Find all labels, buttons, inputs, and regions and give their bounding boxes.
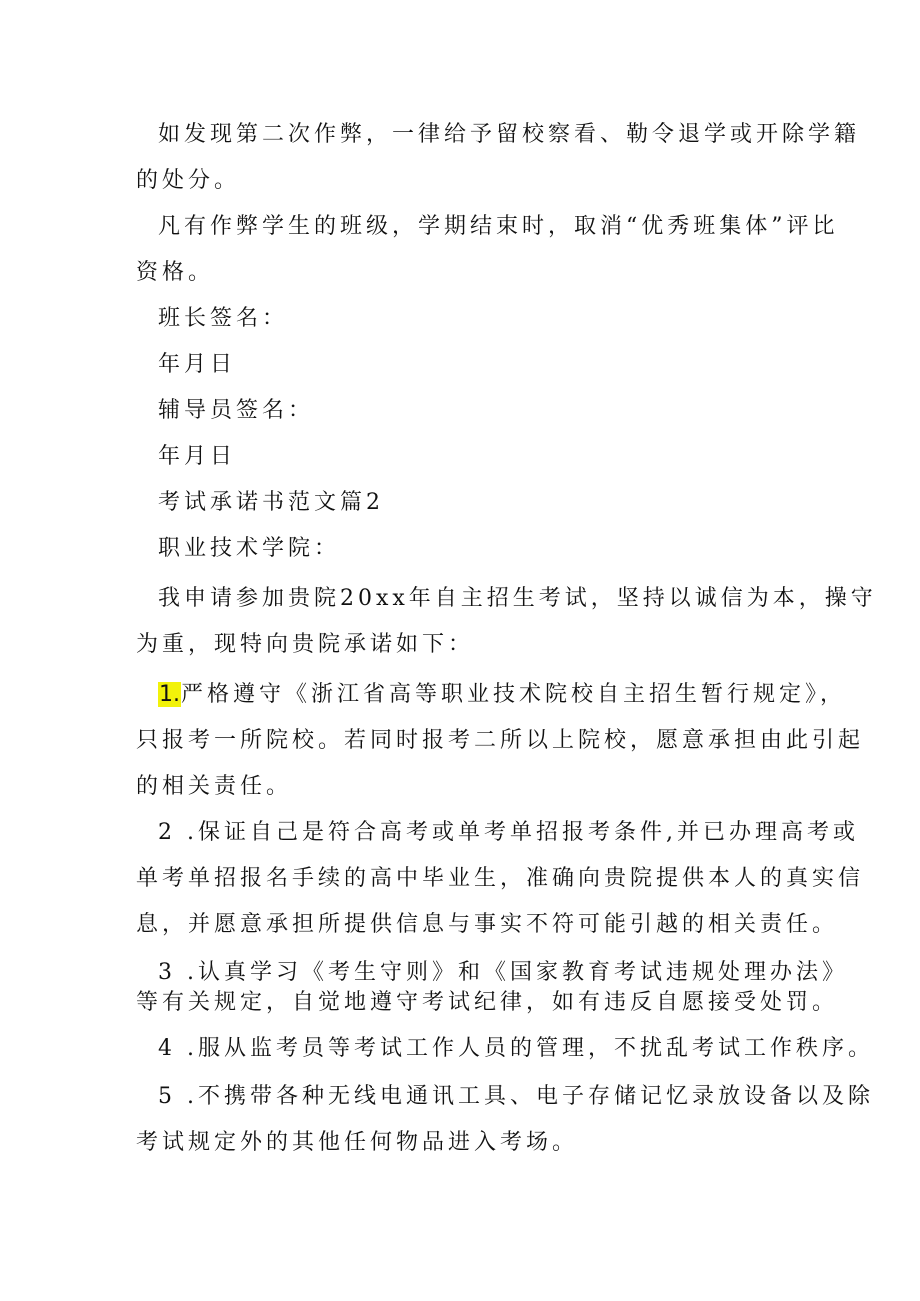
paragraph-line: 如发现第二次作弊，一律给予留校察看、勒令退学或开除学籍 [158, 122, 861, 147]
paragraph-line: 的相关责任。 [136, 774, 293, 799]
list-item: 4 .服从监考员等考试工作人员的管理，不扰乱考试工作秩序。 [158, 1036, 874, 1061]
list-item: 2 .保证自己是符合高考或单考单招报考条件,并已办理高考或 [158, 820, 859, 845]
paragraph-line: 资格。 [136, 260, 215, 285]
paragraph-line: 单考单招报名手续的高中毕业生，准确向贵院提供本人的真实信 [136, 866, 865, 891]
date-line: 年月日 [158, 352, 237, 377]
paragraph-line: 等有关规定，自觉地遵守考试纪律，如有违反自愿接受处罚。 [136, 990, 839, 1015]
signature-label: 班长签名： [158, 306, 289, 331]
paragraph-line: 我申请参加贵院20xx年自主招生考试，坚持以诚信为本，操守 [158, 586, 877, 611]
list-item: 5 .不携带各种无线电通讯工具、电子存储记忆录放设备以及除 [158, 1084, 874, 1109]
addressee: 职业技术学院： [158, 536, 341, 561]
paragraph-line: 为重，现特向贵院承诺如下： [136, 632, 475, 657]
paragraph-line: 凡有作弊学生的班级，学期结束时，取消“优秀班集体”评比 [158, 214, 839, 239]
paragraph-line: 息，并愿意承担所提供信息与事实不符可能引越的相关责任。 [136, 912, 839, 937]
paragraph-line: 只报考一所院校。若同时报考二所以上院校，愿意承担由此引起 [136, 728, 865, 753]
list-item: 3 .认真学习《考生守则》和《国家教育考试违规处理办法》 [158, 960, 848, 985]
signature-label: 辅导员签名： [158, 398, 315, 423]
list-item-text: 严格遵守《浙江省高等职业技术院校自主招生暂行规定》， [181, 682, 847, 707]
section-title: 考试承诺书范文篇2 [158, 490, 384, 515]
date-line: 年月日 [158, 444, 237, 469]
list-item [158, 684, 846, 706]
list-number-highlight: 1. [159, 682, 180, 707]
paragraph-line: 的处分。 [136, 168, 241, 193]
paragraph-line: 考试规定外的其他任何物品进入考场。 [136, 1130, 579, 1155]
